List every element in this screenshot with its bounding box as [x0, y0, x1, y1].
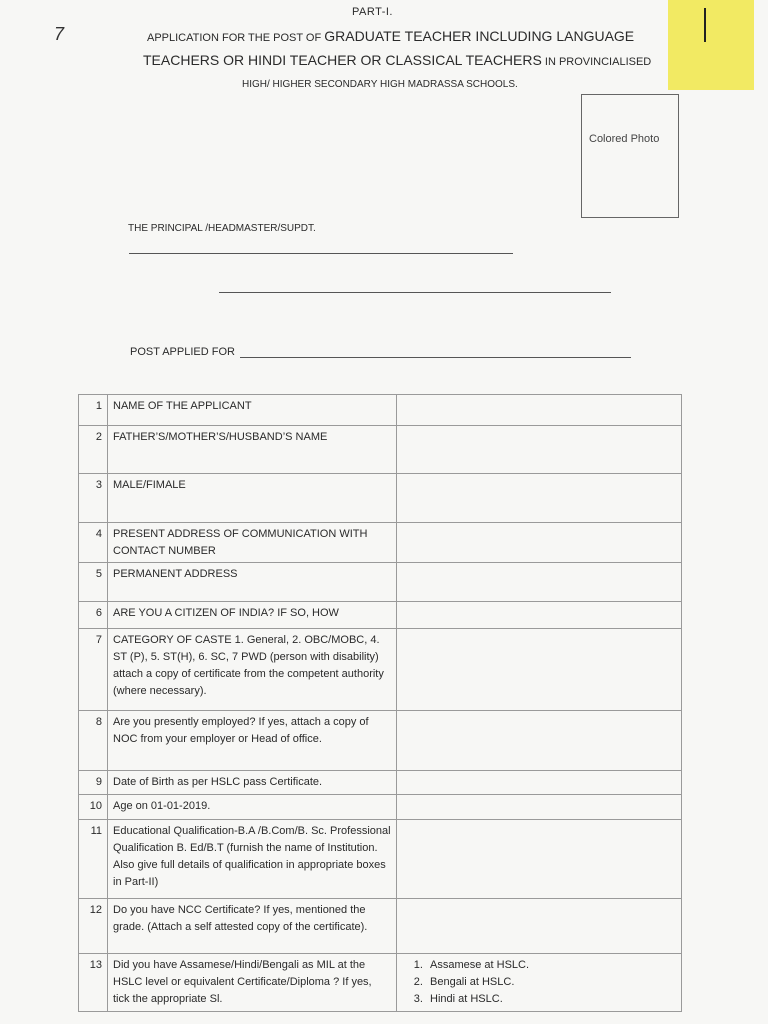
table-row	[79, 602, 682, 629]
post-applied-label: POST APPLIED FOR	[130, 346, 235, 358]
part-label: PART-I.	[352, 6, 393, 18]
table-row	[79, 474, 682, 523]
row-question: CATEGORY OF CASTE 1. General, 2. OBC/MOBC, 4. ST (P), 5. ST(H), 6. SC, 7 PWD (person with disability) attach a copy of certificate from the competent authority (where necessary).	[108, 629, 397, 711]
row-answer-field[interactable]	[397, 795, 682, 820]
row-number: 8	[79, 711, 108, 771]
table-row	[79, 426, 682, 474]
title-line-3: HIGH/ HIGHER SECONDARY HIGH MADRASSA SCHOOLS.	[242, 79, 518, 90]
row-number: 4	[79, 523, 108, 563]
row-question: Do you have NCC Certificate? If yes, mentioned the grade. (Attach a self attested copy of the certificate).	[108, 899, 397, 954]
photo-box[interactable]	[581, 94, 679, 218]
row-answer-field[interactable]	[397, 523, 682, 563]
row-number: 2	[79, 426, 108, 474]
row-answer-options	[397, 954, 682, 1012]
row-number: 9	[79, 771, 108, 795]
row-question: NAME OF THE APPLICANT	[108, 395, 397, 426]
title-suffix: IN PROVINCIALISED	[541, 56, 652, 68]
row-number: 12	[79, 899, 108, 954]
row-question: FATHER’S/MOTHER’S/HUSBAND’S NAME	[108, 426, 397, 474]
row-question: Educational Qualification-B.A /B.Com/B. Sc. Professional Qualification B. Ed/B.T (furnish the name of Institution. Also give full details of qualification in appropriate boxes in Part-II)	[108, 820, 397, 899]
table-row	[79, 711, 682, 771]
row-number: 6	[79, 602, 108, 629]
post-applied-line[interactable]	[240, 357, 631, 358]
option-bengali[interactable]: 2. Bengali at HSLC.	[426, 974, 676, 991]
row-number: 10	[79, 795, 108, 820]
row-answer-field[interactable]	[397, 395, 682, 426]
addressee-label: THE PRINCIPAL /HEADMASTER/SUPDT.	[128, 223, 316, 234]
table-row	[79, 795, 682, 820]
row-number: 7	[79, 629, 108, 711]
title-line-1	[147, 28, 634, 44]
row-question: Did you have Assamese/Hindi/Bengali as MIL at the HSLC level or equivalent Certificate/Diploma ? If yes, tick the appropriate Sl.	[108, 954, 397, 1012]
corner-mark: 7	[54, 24, 65, 44]
row-question: Age on 01-01-2019.	[108, 795, 397, 820]
applicant-details-table	[78, 394, 682, 1012]
table-row	[79, 395, 682, 426]
row-answer-field[interactable]	[397, 771, 682, 795]
row-answer-field[interactable]	[397, 474, 682, 523]
mil-options-list	[402, 957, 676, 1008]
row-answer-field[interactable]	[397, 602, 682, 629]
row-number: 3	[79, 474, 108, 523]
row-question: Are you presently employed? If yes, attach a copy of NOC from your employer or Head of office.	[108, 711, 397, 771]
title-main-1: GRADUATE TEACHER INCLUDING LANGUAGE	[324, 28, 635, 44]
sticky-note	[668, 0, 754, 90]
addressee-line-2[interactable]	[219, 292, 611, 293]
table-row	[79, 771, 682, 795]
table-row	[79, 954, 682, 1012]
row-question: PERMANENT ADDRESS	[108, 563, 397, 602]
option-assamese[interactable]: 1. Assamese at HSLC.	[426, 957, 676, 974]
addressee-line-1[interactable]	[129, 253, 513, 254]
row-answer-field[interactable]	[397, 820, 682, 899]
row-answer-field[interactable]	[397, 426, 682, 474]
row-answer-field[interactable]	[397, 563, 682, 602]
row-question: PRESENT ADDRESS OF COMMUNICATION WITH CONTACT NUMBER	[108, 523, 397, 563]
row-answer-field[interactable]	[397, 711, 682, 771]
row-question: Date of Birth as per HSLC pass Certificate.	[108, 771, 397, 795]
table-row	[79, 563, 682, 602]
title-line-2	[143, 52, 651, 68]
photo-label: Colored Photo	[589, 133, 660, 145]
row-number: 5	[79, 563, 108, 602]
row-number: 1	[79, 395, 108, 426]
table-row	[79, 820, 682, 899]
row-question: ARE YOU A CITIZEN OF INDIA? IF SO, HOW	[108, 602, 397, 629]
table-row	[79, 899, 682, 954]
row-question: MALE/FIMALE	[108, 474, 397, 523]
title-prefix: APPLICATION FOR THE POST OF	[147, 32, 325, 44]
table-row	[79, 523, 682, 563]
table-row	[79, 629, 682, 711]
row-number: 11	[79, 820, 108, 899]
row-answer-field[interactable]	[397, 899, 682, 954]
pen-mark	[704, 8, 706, 42]
row-answer-field[interactable]	[397, 629, 682, 711]
option-hindi[interactable]: 3. Hindi at HSLC.	[426, 991, 676, 1008]
title-main-2: TEACHERS OR HINDI TEACHER OR CLASSICAL TEACHERS	[143, 52, 542, 68]
row-number: 13	[79, 954, 108, 1012]
